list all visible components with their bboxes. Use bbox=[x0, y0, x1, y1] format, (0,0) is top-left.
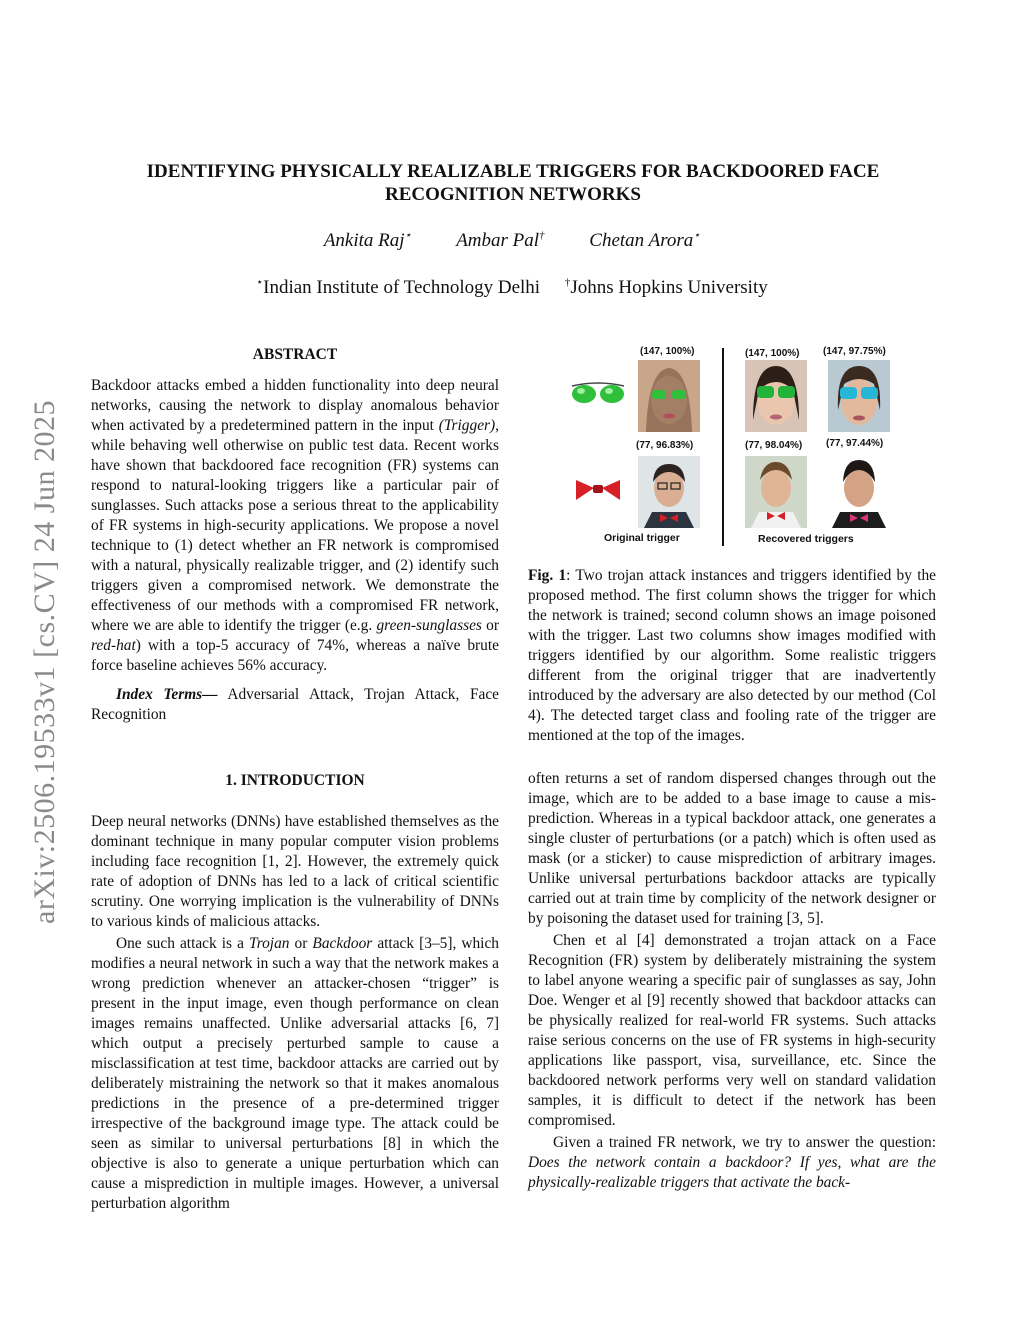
author: Chetan Arora⋆ bbox=[589, 229, 701, 251]
affiliation: ⋆Indian Institute of Technology Delhi bbox=[256, 276, 541, 298]
index-terms: Index Terms— Adversarial Attack, Trojan Attack, Face Recognition bbox=[91, 686, 500, 723]
poisoned-face-image bbox=[638, 456, 700, 528]
bowtie-trigger-icon bbox=[574, 476, 622, 504]
affiliation: †Johns Hopkins University bbox=[564, 276, 768, 298]
recovered-face-image bbox=[828, 456, 890, 528]
author-list bbox=[0, 230, 1024, 252]
recovered-face-image bbox=[745, 360, 807, 432]
figure-1 bbox=[560, 344, 910, 554]
abstract-heading: ABSTRACT bbox=[252, 346, 338, 363]
right-column-body: often returns a set of random dispersed changes through out the image, which are to be added to a base image to cause a mis-prediction. Whereas in a typical backdoor attack, one generates a single cluster of perturbations (or a patch) which is often used as mask (or a sticker) to cause misprediction of arbitrary images. Unlike universal perturbations backdoor attacks are typically carried out at train time by complicity of the network designer or by poisoning the dataset used for training [3, 5]. Chen et al [4] demonstrated a trojan attack on a Face Recognition (FR) system by deliberately mistraining the system to label anyone wearing a specific pair of sunglasses as say, John Doe. Wenger et al [9] recently showed that backdoor attacks can be physically realized for real-world FR systems. Such attacks raise serious concerns on the use of FR systems in high-security applications like passport, visa, surveillance, etc. Since the backdoored network performs very well on standard validation samples, it is difficult to detect if the network has been compromised. Given a trained FR network, we try to answer the question: Does the network contain a backdoor? If yes, what are the physically-realizable triggers that activate the back- bbox=[528, 770, 936, 1191]
intro-body: Deep neural networks (DNNs) have established themselves as the dominant technique in many popular computer vision problems including face recognition [1, 2]. However, the extremely quick rate of adoption of DNNs has led to a lack of critical scientific scrutiny. One worrying implication is the vulnerability of DNNs to various kinds of malicious attacks. One such attack is a Trojan or Backdoor attack [3–5], which modifies a neural network in such a way that the network makes a wrong prediction whenever an attacker-chosen “trigger” is present in the input image, even though performance on clean images remains unaffected. Unlike adversarial attacks [6, 7] which output a precisely perturbed sample to cause a misclassification at test time, backdoor attacks are carried out by deliberately mistraining the network so that it makes anomalous predictions in the presence of a pre-determined trigger irrespective of the background image type. The attack could be seen as similar to universal perturbations [8] in which the objective is also to generate a unique perturbation which can cause a misprediction in multiple images. However, a universal perturbation algorithm bbox=[91, 813, 499, 1212]
figure-caption: Fig. 1: Two trojan attack instances and triggers identified by the proposed method. The first column shows the trigger for which the network is trained; second column shows an image poisoned with the trigger. Last two columns show images modified with triggers identified by our algorithm. Some realistic triggers different from the original trigger that are inadvertently introduced by the adversary are also detected by our method (Col 4). The detected target class and fooling rate of the trigger are mentioned at the top of the images. bbox=[528, 567, 936, 744]
recovered-triggers-label: Recovered triggers bbox=[758, 533, 854, 545]
author: Ankita Raj⋆ bbox=[323, 229, 412, 251]
intro-heading: 1. INTRODUCTION bbox=[225, 772, 365, 789]
author: Ambar Pal† bbox=[456, 229, 545, 251]
paper-title: IDENTIFYING PHYSICALLY REALIZABLE TRIGGERS FOR BACKDOORED FACE RECOGNITION NETWORKS bbox=[146, 161, 880, 205]
arxiv-stamp: arXiv:2506.19533v1 [cs.CV] 24 Jun 2025 bbox=[28, 400, 61, 924]
poisoned-face-image bbox=[638, 360, 700, 432]
recovered-face-image bbox=[745, 456, 807, 528]
fig-label: (147, 100%) bbox=[745, 348, 800, 359]
fig-label: (147, 100%) bbox=[640, 346, 695, 357]
affiliation-list bbox=[0, 277, 1024, 299]
fig-label: (77, 97.44%) bbox=[826, 438, 884, 449]
sunglasses-trigger-icon bbox=[568, 380, 628, 408]
figure-divider bbox=[722, 348, 724, 546]
abstract-body: Backdoor attacks embed a hidden functionality into deep neural networks, causing the network to display anomalous behavior when activated by a predetermined pattern in the input (Trigger), while behaving well otherwise on public test data. Recent works have shown that backdoored face recognition (FR) systems can respond to natural-looking triggers like a particular pair of sunglasses. Such attacks pose a serious threat to the applicability of FR systems in high-security applications. We propose a novel technique to (1) detect whether an FR network is compromised with a natural, physically realizable trigger, and (2) identify such triggers given a compromised network. We demonstrate the effectiveness of our methods with a compromised FR network, where we are able to identify the trigger (e.g. green-sunglasses or red-hat) with a top-5 accuracy of 74%, whereas a naïve brute force baseline achieves 56% accuracy. Index Terms— Adversarial Attack, Trojan Attack, Face Recognition bbox=[91, 377, 500, 723]
recovered-face-image bbox=[828, 360, 890, 432]
fig-label: (77, 96.83%) bbox=[636, 440, 694, 451]
fig-label: (147, 97.75%) bbox=[823, 346, 886, 357]
original-trigger-label: Original trigger bbox=[604, 532, 680, 544]
fig-label: (77, 98.04%) bbox=[745, 440, 803, 451]
